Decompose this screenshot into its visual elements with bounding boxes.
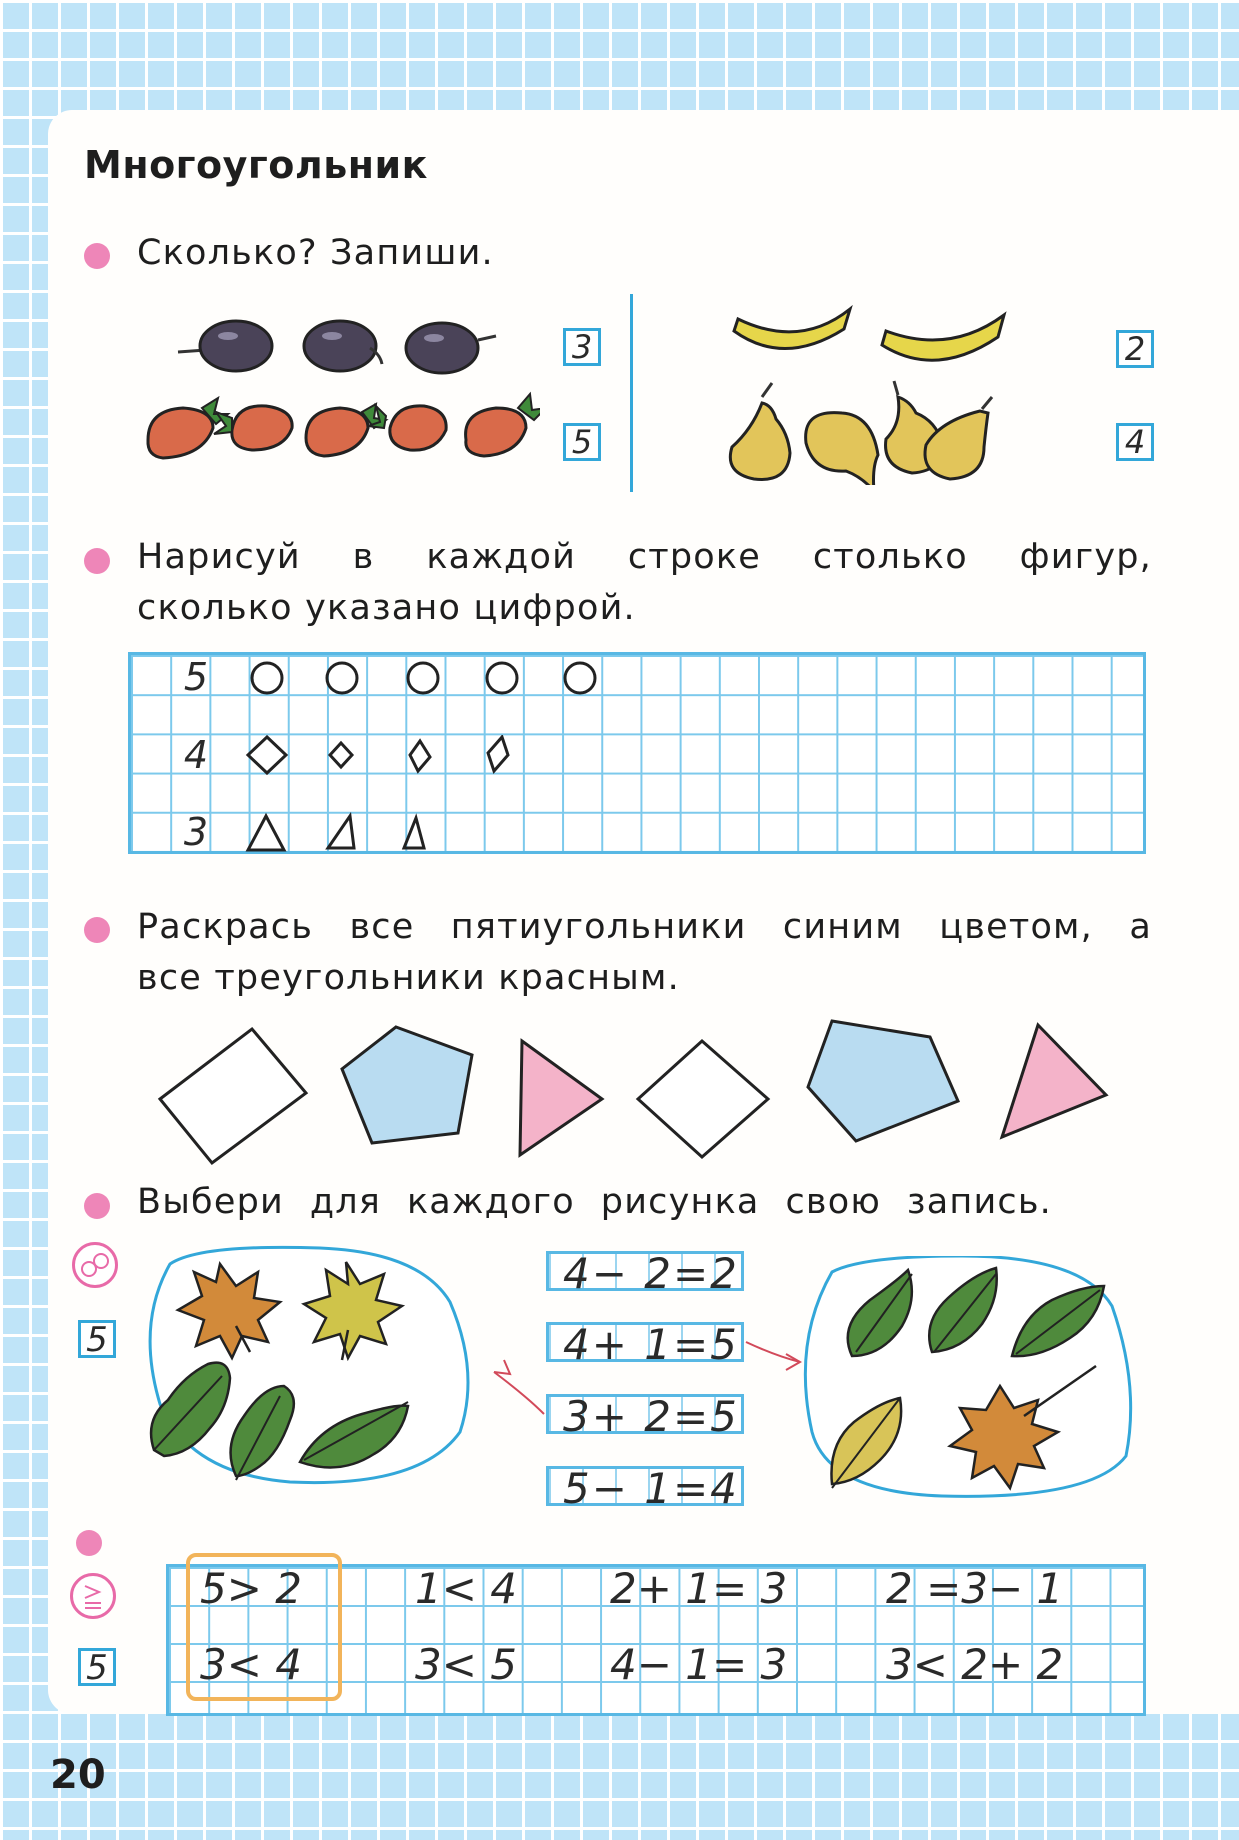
pears-answer-box[interactable]: 4 [1116, 423, 1154, 461]
circle-shape [565, 663, 595, 693]
comparison-expression[interactable]: 2+ 1= 3 [610, 1564, 788, 1613]
bananas-answer-box[interactable]: 2 [1116, 330, 1154, 368]
task-bullet [84, 243, 110, 269]
triangle-shape [248, 816, 284, 850]
shapes-icon [72, 1242, 118, 1288]
row-number: 3 [183, 810, 209, 854]
rhombus-shape [488, 737, 508, 771]
triangle-red-shape [1002, 1025, 1106, 1137]
task-bullet [84, 548, 110, 574]
pear-icon [730, 383, 790, 479]
comparison-expression[interactable]: 3< 4 [200, 1640, 302, 1689]
comparison-expression[interactable]: 4− 1= 3 [610, 1640, 788, 1689]
plum-icon [406, 323, 496, 373]
pear-icon [925, 397, 992, 479]
triangles-row [240, 812, 440, 854]
strawberry-icon [214, 406, 292, 450]
rhombus-shape [330, 743, 352, 767]
circle-shape [252, 663, 282, 693]
banana-icon [734, 309, 850, 349]
plums-answer-box[interactable]: 3 [563, 328, 601, 366]
circle-shape [408, 663, 438, 693]
compare-icon [70, 1573, 116, 1619]
rectangle-shape [160, 1029, 306, 1163]
fruit-right-picture [722, 285, 1022, 485]
square-rotated-shape [638, 1041, 768, 1157]
comparison-expression[interactable]: 2 =3− 1 [886, 1564, 1064, 1613]
task4-text: Выбери для каждого рисунка свою запись. [137, 1182, 1052, 1222]
strawberry-icon [306, 404, 386, 456]
expression-option[interactable]: 5− 1=4 [546, 1466, 744, 1506]
left-leaves-picture[interactable] [140, 1244, 480, 1494]
rhombus-shape [248, 737, 286, 773]
page-title: Многоугольник [84, 143, 428, 187]
task3-text-line2: все треугольники красным. [137, 958, 680, 998]
task2-text-line2: сколько указано цифрой. [137, 588, 636, 628]
circle-shape [327, 663, 357, 693]
plum-icon [178, 321, 272, 371]
circles-row [238, 658, 598, 698]
fruit-left-picture [140, 300, 540, 480]
row-number: 4 [183, 733, 209, 777]
expression-option[interactable]: 4− 2=2 [546, 1251, 744, 1291]
plum-icon [304, 321, 382, 371]
task2-text-line1: Нарисуй в каждой строке столько фигур, [137, 537, 1152, 577]
strawberry-icon [148, 398, 228, 458]
pentagon-blue-shape [808, 1021, 958, 1141]
strawberries-answer-box[interactable]: 5 [563, 423, 601, 461]
polygons-picture [150, 1015, 1130, 1185]
circle-shape [487, 663, 517, 693]
page-number: 20 [50, 1752, 106, 1798]
divider-line [630, 294, 633, 492]
pentagon-blue-shape [342, 1027, 472, 1143]
comparison-expression[interactable]: 3< 2+ 2 [886, 1640, 1064, 1689]
expression-option[interactable]: 4+ 1=5 [546, 1322, 744, 1362]
triangle-shape [404, 818, 424, 848]
right-leaves-picture[interactable] [796, 1256, 1146, 1506]
task-bullet [84, 917, 110, 943]
strawberry-icon [368, 406, 446, 450]
pear-icon [806, 413, 878, 485]
task1-text: Сколько? Запиши. [137, 233, 494, 273]
triangle-red-shape [520, 1041, 602, 1155]
task4-side-answer[interactable]: 5 [78, 1320, 116, 1358]
strawberry-icon [466, 394, 540, 456]
expression-option[interactable]: 3+ 2=5 [546, 1394, 744, 1434]
row-number: 5 [183, 655, 209, 699]
task-bullet [84, 1193, 110, 1219]
task-bullet [76, 1530, 102, 1556]
task5-side-answer[interactable]: 5 [78, 1648, 116, 1686]
comparison-expression[interactable]: 1< 4 [415, 1564, 517, 1613]
rhombus-row [242, 735, 522, 777]
match-arrows [460, 1320, 820, 1440]
comparison-expression[interactable]: 5> 2 [200, 1564, 302, 1613]
triangle-shape [328, 816, 354, 848]
banana-icon [882, 315, 1004, 360]
task3-text-line1: Раскрась все пятиугольники синим цветом, а [137, 907, 1152, 947]
comparison-expression[interactable]: 3< 5 [415, 1640, 517, 1689]
rhombus-shape [410, 741, 430, 771]
